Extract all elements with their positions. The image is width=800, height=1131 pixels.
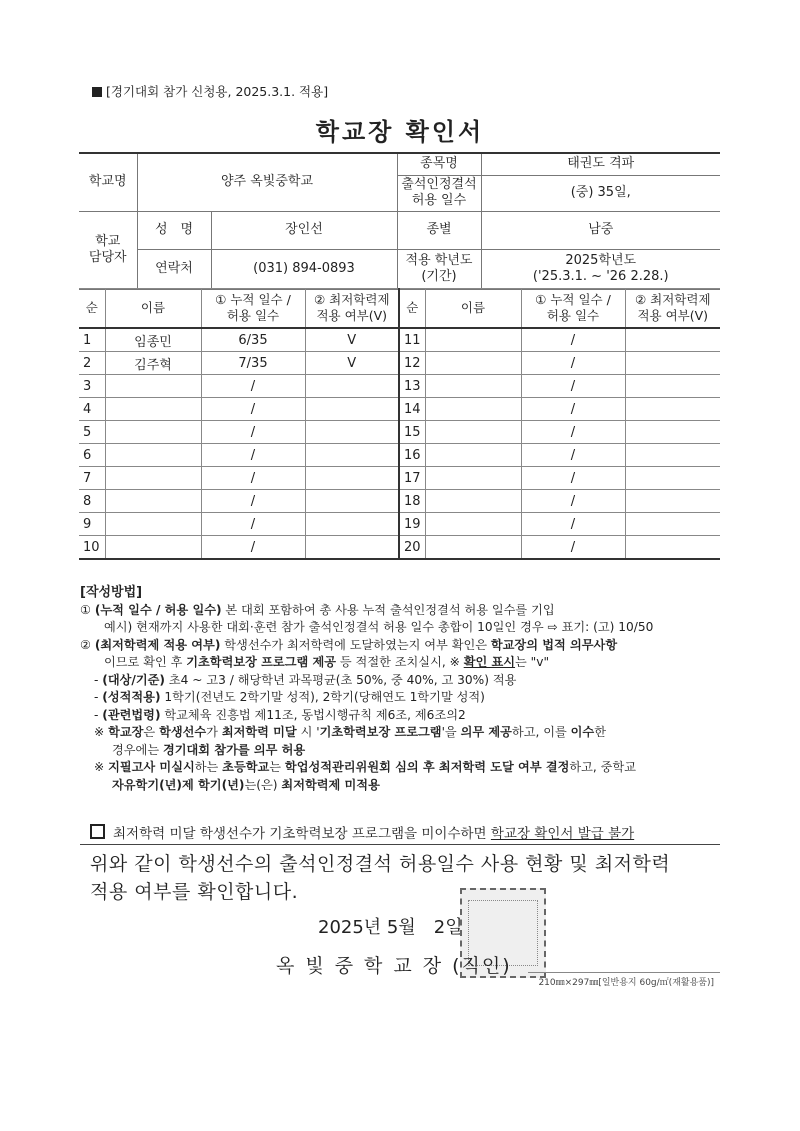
t: 최저학력 미달 xyxy=(221,725,297,739)
instruction-note-1-cont xyxy=(80,742,740,760)
confirm-line-2: 적용 여부를 확인합니다. xyxy=(90,881,299,903)
table-row xyxy=(79,444,720,467)
min-applied xyxy=(625,375,720,398)
col-num-header: 순 xyxy=(79,289,105,329)
min-applied xyxy=(305,467,399,490)
table-row xyxy=(79,490,720,513)
t: ② xyxy=(80,637,95,652)
header-note-text: [경기대회 참가 신청용, 2025.3.1. 적용] xyxy=(106,84,329,99)
col-days-header: ① 누적 일수 / 허용 일수 xyxy=(201,289,305,329)
days-used: / xyxy=(521,352,625,375)
t: 은 xyxy=(143,725,160,739)
days-used: / xyxy=(521,467,625,490)
row-num: 9 xyxy=(79,513,105,536)
t: 프로그램을 xyxy=(347,826,422,842)
t: 하는 xyxy=(194,760,223,774)
name-label: 성 명 xyxy=(137,211,211,249)
t: 경우에는 xyxy=(112,742,163,757)
table-row xyxy=(79,536,720,560)
col-days-header: ① 누적 일수 / 허용 일수 xyxy=(521,289,625,329)
min-applied: V xyxy=(305,328,399,352)
min-applied: V xyxy=(305,352,399,375)
event-value: 태권도 격파 xyxy=(481,153,720,175)
t: 는 xyxy=(269,760,285,774)
t: (대상/기준) xyxy=(102,672,165,687)
table-header-row xyxy=(79,289,720,329)
min-applied xyxy=(305,490,399,513)
col-name-header: 이름 xyxy=(105,289,201,329)
table-row xyxy=(79,513,720,536)
square-bullet-icon xyxy=(92,87,102,97)
table-row xyxy=(79,421,720,444)
t: 초등학교 xyxy=(222,760,270,774)
row-num: 17 xyxy=(399,467,425,490)
t: 기초학력보장 xyxy=(269,826,348,842)
t: 는(은) xyxy=(244,777,282,792)
t: - xyxy=(94,707,103,722)
min-applied xyxy=(625,352,720,375)
min-applied xyxy=(625,467,720,490)
t: 시 ' xyxy=(296,725,320,739)
seal-note: (직인) xyxy=(452,955,512,977)
student-name xyxy=(105,398,201,421)
t: 미이수 xyxy=(421,826,461,842)
row-num: 10 xyxy=(79,536,105,560)
row-num: 16 xyxy=(399,444,425,467)
table-row xyxy=(79,467,720,490)
student-name xyxy=(425,375,521,398)
divider xyxy=(528,972,720,973)
instruction-1-example: 예시) 현재까지 사용한 대회·훈련 참가 출석인정결석 허용 일수 총합이 10일인 경우 ⇨ 표기: (고) 10/50 xyxy=(104,620,654,634)
t: 1학기(전년도 2학기말 성적), 2학기(당해연도 1학기말 성적) xyxy=(160,690,485,704)
t: 등 적절한 조치실시, ※ xyxy=(336,655,464,669)
row-num: 13 xyxy=(399,375,425,398)
student-name xyxy=(105,513,201,536)
t: (관련법령) xyxy=(102,707,161,722)
row-num: 1 xyxy=(79,328,105,352)
t: 가 xyxy=(206,725,222,739)
days-used: / xyxy=(201,375,305,398)
t: 학교장 xyxy=(108,725,144,739)
page-title: 학교장 확인서 xyxy=(315,118,485,146)
year-period: ('25.3.1. ~ '26 2.28.) xyxy=(532,269,669,284)
days-used: / xyxy=(521,328,625,352)
student-name xyxy=(425,444,521,467)
min-applied xyxy=(625,536,720,560)
table-row xyxy=(79,352,720,375)
student-name xyxy=(425,398,521,421)
t: 가 xyxy=(252,826,270,842)
table-row xyxy=(79,328,720,352)
school-signature xyxy=(276,951,512,978)
student-name xyxy=(425,467,521,490)
t: (최저학력제 적용 여부) xyxy=(94,637,221,652)
t: 한 xyxy=(594,725,606,739)
t: 기초학력보장 프로그램 제공 xyxy=(186,655,337,669)
t: 초4 ~ 고3 / 해당학년 과목평균(초 50%, 중 40%, 고 30%) 적용 xyxy=(164,672,517,687)
instruction-2-cont xyxy=(80,654,740,672)
row-num: 2 xyxy=(79,352,105,375)
student-name xyxy=(105,421,201,444)
t: 학교체육 진흥법 제11조, 동법시행규칙 제6조, 제6조의2 xyxy=(160,707,466,722)
min-applied xyxy=(305,444,399,467)
days-used: / xyxy=(201,490,305,513)
t: 학교장의 법적 의무사항 xyxy=(490,637,618,652)
t: (누적 일수 / 허용 일수) xyxy=(94,602,222,617)
days-used: / xyxy=(521,398,625,421)
col-min-header: ② 최저학력제 적용 여부(V) xyxy=(305,289,399,329)
min-applied xyxy=(305,375,399,398)
instruction-note-1 xyxy=(80,724,740,742)
row-num: 20 xyxy=(399,536,425,560)
instructions xyxy=(80,584,740,794)
row-num: 14 xyxy=(399,398,425,421)
min-applied xyxy=(625,444,720,467)
student-name xyxy=(425,490,521,513)
school-sign-text: 옥빛중학교장 xyxy=(276,955,453,977)
days-used: / xyxy=(201,513,305,536)
instruction-1 xyxy=(80,602,740,620)
min-applied xyxy=(305,421,399,444)
student-name xyxy=(105,375,201,398)
instruction-note-2 xyxy=(80,759,740,777)
t: ※ xyxy=(94,760,109,774)
instruction-target xyxy=(80,672,740,690)
min-applied xyxy=(305,513,399,536)
student-name xyxy=(425,352,521,375)
days-used: / xyxy=(521,513,625,536)
t: ① xyxy=(80,602,95,617)
t: 자유학기(년)제 학기(년) xyxy=(112,777,245,792)
t: 는 "v" xyxy=(515,655,550,669)
school-name: 양주 옥빛중학교 xyxy=(137,153,397,211)
min-applied xyxy=(625,513,720,536)
days-used: / xyxy=(201,398,305,421)
days-used: / xyxy=(521,375,625,398)
student-name xyxy=(425,536,521,560)
event-label: 종목명 xyxy=(397,153,481,175)
col-name-header: 이름 xyxy=(425,289,521,329)
student-name xyxy=(425,513,521,536)
t: 학생선수가 최저학력에 도달하였는지 여부 확인은 xyxy=(220,637,491,652)
t: 학생선수 xyxy=(159,725,207,739)
days-used: / xyxy=(521,536,625,560)
col-num-header: 순 xyxy=(399,289,425,329)
manager-label: 학교 담당자 xyxy=(79,211,137,289)
days-used: 6/35 xyxy=(201,328,305,352)
row-num: 11 xyxy=(399,328,425,352)
days-used: / xyxy=(521,490,625,513)
row-num: 12 xyxy=(399,352,425,375)
t: 이수 xyxy=(570,725,595,739)
min-applied xyxy=(305,398,399,421)
student-name xyxy=(425,328,521,352)
min-applied xyxy=(625,398,720,421)
warning-line xyxy=(90,822,634,842)
student-name xyxy=(105,490,201,513)
confirm-statement xyxy=(90,850,670,906)
table-row xyxy=(79,398,720,421)
t: 학업성적관리위원회 심의 후 최저학력 도달 여부 결정 xyxy=(284,760,570,774)
days-used: / xyxy=(201,536,305,560)
issue-date: 2025년 5월 2일 xyxy=(318,917,463,938)
form-header-note xyxy=(92,82,328,100)
t: 최저학력 미달 학생선수 xyxy=(113,826,252,842)
divider xyxy=(80,844,720,845)
t: 본 대회 포함하여 총 사용 누적 출석인정결석 허용 일수를 기입 xyxy=(221,602,555,617)
row-num: 5 xyxy=(79,421,105,444)
min-applied xyxy=(625,490,720,513)
days-used: / xyxy=(201,444,305,467)
days-used: 7/35 xyxy=(201,352,305,375)
row-num: 8 xyxy=(79,490,105,513)
days-used: / xyxy=(201,467,305,490)
student-name xyxy=(105,467,201,490)
row-num: 4 xyxy=(79,398,105,421)
t: 하고, 이를 xyxy=(511,725,571,739)
min-applied xyxy=(625,328,720,352)
student-name xyxy=(425,421,521,444)
confirm-line-1: 위와 같이 학생선수의 출석인정결석 허용일수 사용 현황 및 최저학력 xyxy=(90,853,671,875)
paper-spec-footer: 210㎜×297㎜[일반용지 60g/㎡(재활용품)] xyxy=(538,978,714,988)
student-name: 임종민 xyxy=(105,328,201,352)
t: - xyxy=(94,672,103,687)
min-applied xyxy=(305,536,399,560)
student-name xyxy=(105,444,201,467)
student-name xyxy=(105,536,201,560)
row-num: 19 xyxy=(399,513,425,536)
days-used: / xyxy=(521,444,625,467)
year-value: 2025학년도 xyxy=(565,253,637,268)
instruction-grades xyxy=(80,689,740,707)
gender-value: 남중 xyxy=(481,211,720,249)
t: 기초학력보장 프로그램 xyxy=(319,725,442,739)
allow-label: 출석인정결석 허용 일수 xyxy=(397,175,481,211)
days-used: / xyxy=(521,421,625,444)
t: 하면 xyxy=(460,826,491,842)
row-num: 6 xyxy=(79,444,105,467)
t: 최저학력제 미적용 xyxy=(281,777,380,792)
t: 경기대회 참가를 의무 허용 xyxy=(162,742,306,757)
instruction-note-2-cont xyxy=(80,777,740,795)
year-label: 적용 학년도 (기간) xyxy=(397,249,481,289)
student-table xyxy=(79,288,720,560)
student-name: 김주혁 xyxy=(105,352,201,375)
contact-label: 연락처 xyxy=(137,249,211,289)
row-num: 7 xyxy=(79,467,105,490)
school-label: 학교명 xyxy=(79,153,137,211)
instructions-heading: [작성방법] xyxy=(80,585,143,600)
instruction-2 xyxy=(80,637,740,655)
gender-label: 종별 xyxy=(397,211,481,249)
allow-value: (중) 35일, xyxy=(481,175,720,211)
t: 지필고사 미실시 xyxy=(108,760,195,774)
row-num: 3 xyxy=(79,375,105,398)
min-applied xyxy=(625,421,720,444)
t: 학교장 확인서 발급 불가 xyxy=(490,826,635,842)
t: '을 xyxy=(441,725,461,739)
table-row xyxy=(79,375,720,398)
instruction-law xyxy=(80,707,740,725)
row-num: 15 xyxy=(399,421,425,444)
col-min-header: ② 최저학력제 적용 여부(V) xyxy=(625,289,720,329)
arrow-box-icon xyxy=(90,824,105,839)
t: 이므로 확인 후 xyxy=(104,655,187,669)
t: 의무 제공 xyxy=(460,725,512,739)
days-used: / xyxy=(201,421,305,444)
t: 확인 표시 xyxy=(463,655,516,669)
info-table xyxy=(79,152,720,290)
name-value: 장인선 xyxy=(211,211,397,249)
year-cell xyxy=(481,249,720,289)
t: 하고, 중학교 xyxy=(569,760,637,774)
t: - xyxy=(94,690,103,704)
contact-value: (031) 894-0893 xyxy=(211,249,397,289)
row-num: 18 xyxy=(399,490,425,513)
t: ※ xyxy=(94,725,109,739)
t: (성적적용) xyxy=(102,690,161,704)
